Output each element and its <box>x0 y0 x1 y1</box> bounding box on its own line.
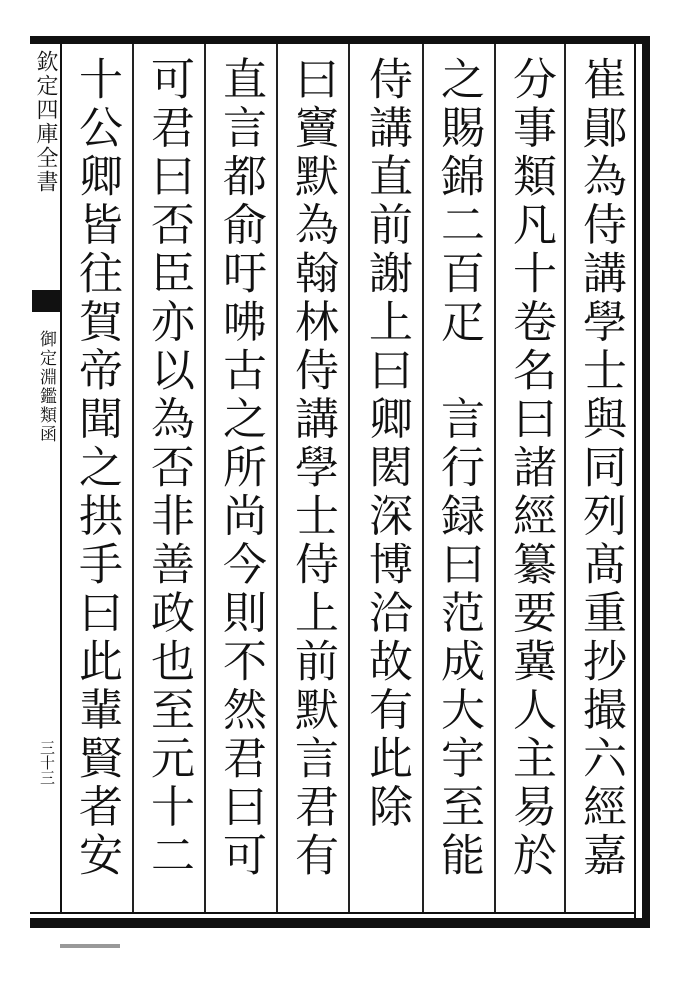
column-rule <box>422 44 424 912</box>
text-column-7: 可君曰否臣亦以為否非善政也至元十二 <box>143 56 194 881</box>
column-rule <box>494 44 496 912</box>
column-rule <box>204 44 206 912</box>
column-rule <box>132 44 134 912</box>
text-column-1: 崔鄖為侍講學士與同列髙重抄撮六經嘉 <box>575 56 626 881</box>
text-column-3: 之賜錦二百疋 言行録曰范成大宇至能 <box>433 56 484 881</box>
margin-strip-divider <box>60 44 62 914</box>
column-rule <box>276 44 278 912</box>
frame-inner-right-border <box>634 44 636 918</box>
column-rule <box>564 44 566 912</box>
margin-work-title: 御定淵鑑類函 <box>36 330 56 444</box>
frame-bottom-border <box>30 918 650 928</box>
frame-right-border <box>642 36 650 928</box>
frame-top-border <box>30 36 650 44</box>
text-column-2: 分事類凡十卷名曰諸經纂要冀人主易於 <box>505 56 556 881</box>
text-column-6: 直言都俞吁咈古之所尚今則不然君曰可 <box>215 56 266 881</box>
margin-fishtail-mark <box>32 290 62 312</box>
text-column-5: 曰竇默為翰林侍講學士侍上前默言君有 <box>287 56 338 881</box>
frame-inner-bottom-border <box>30 912 634 914</box>
text-column-8: 十公卿皆往賀帝聞之拱手曰此輩賢者安 <box>71 56 122 881</box>
margin-page-number: 三十三 <box>38 740 56 785</box>
text-column-4: 侍講直前謝上曰卿閎深博洽故有此除 <box>361 56 412 832</box>
column-rule <box>348 44 350 912</box>
margin-book-title: 欽定四庫全書 <box>33 50 58 194</box>
scan-artifact <box>60 944 120 948</box>
